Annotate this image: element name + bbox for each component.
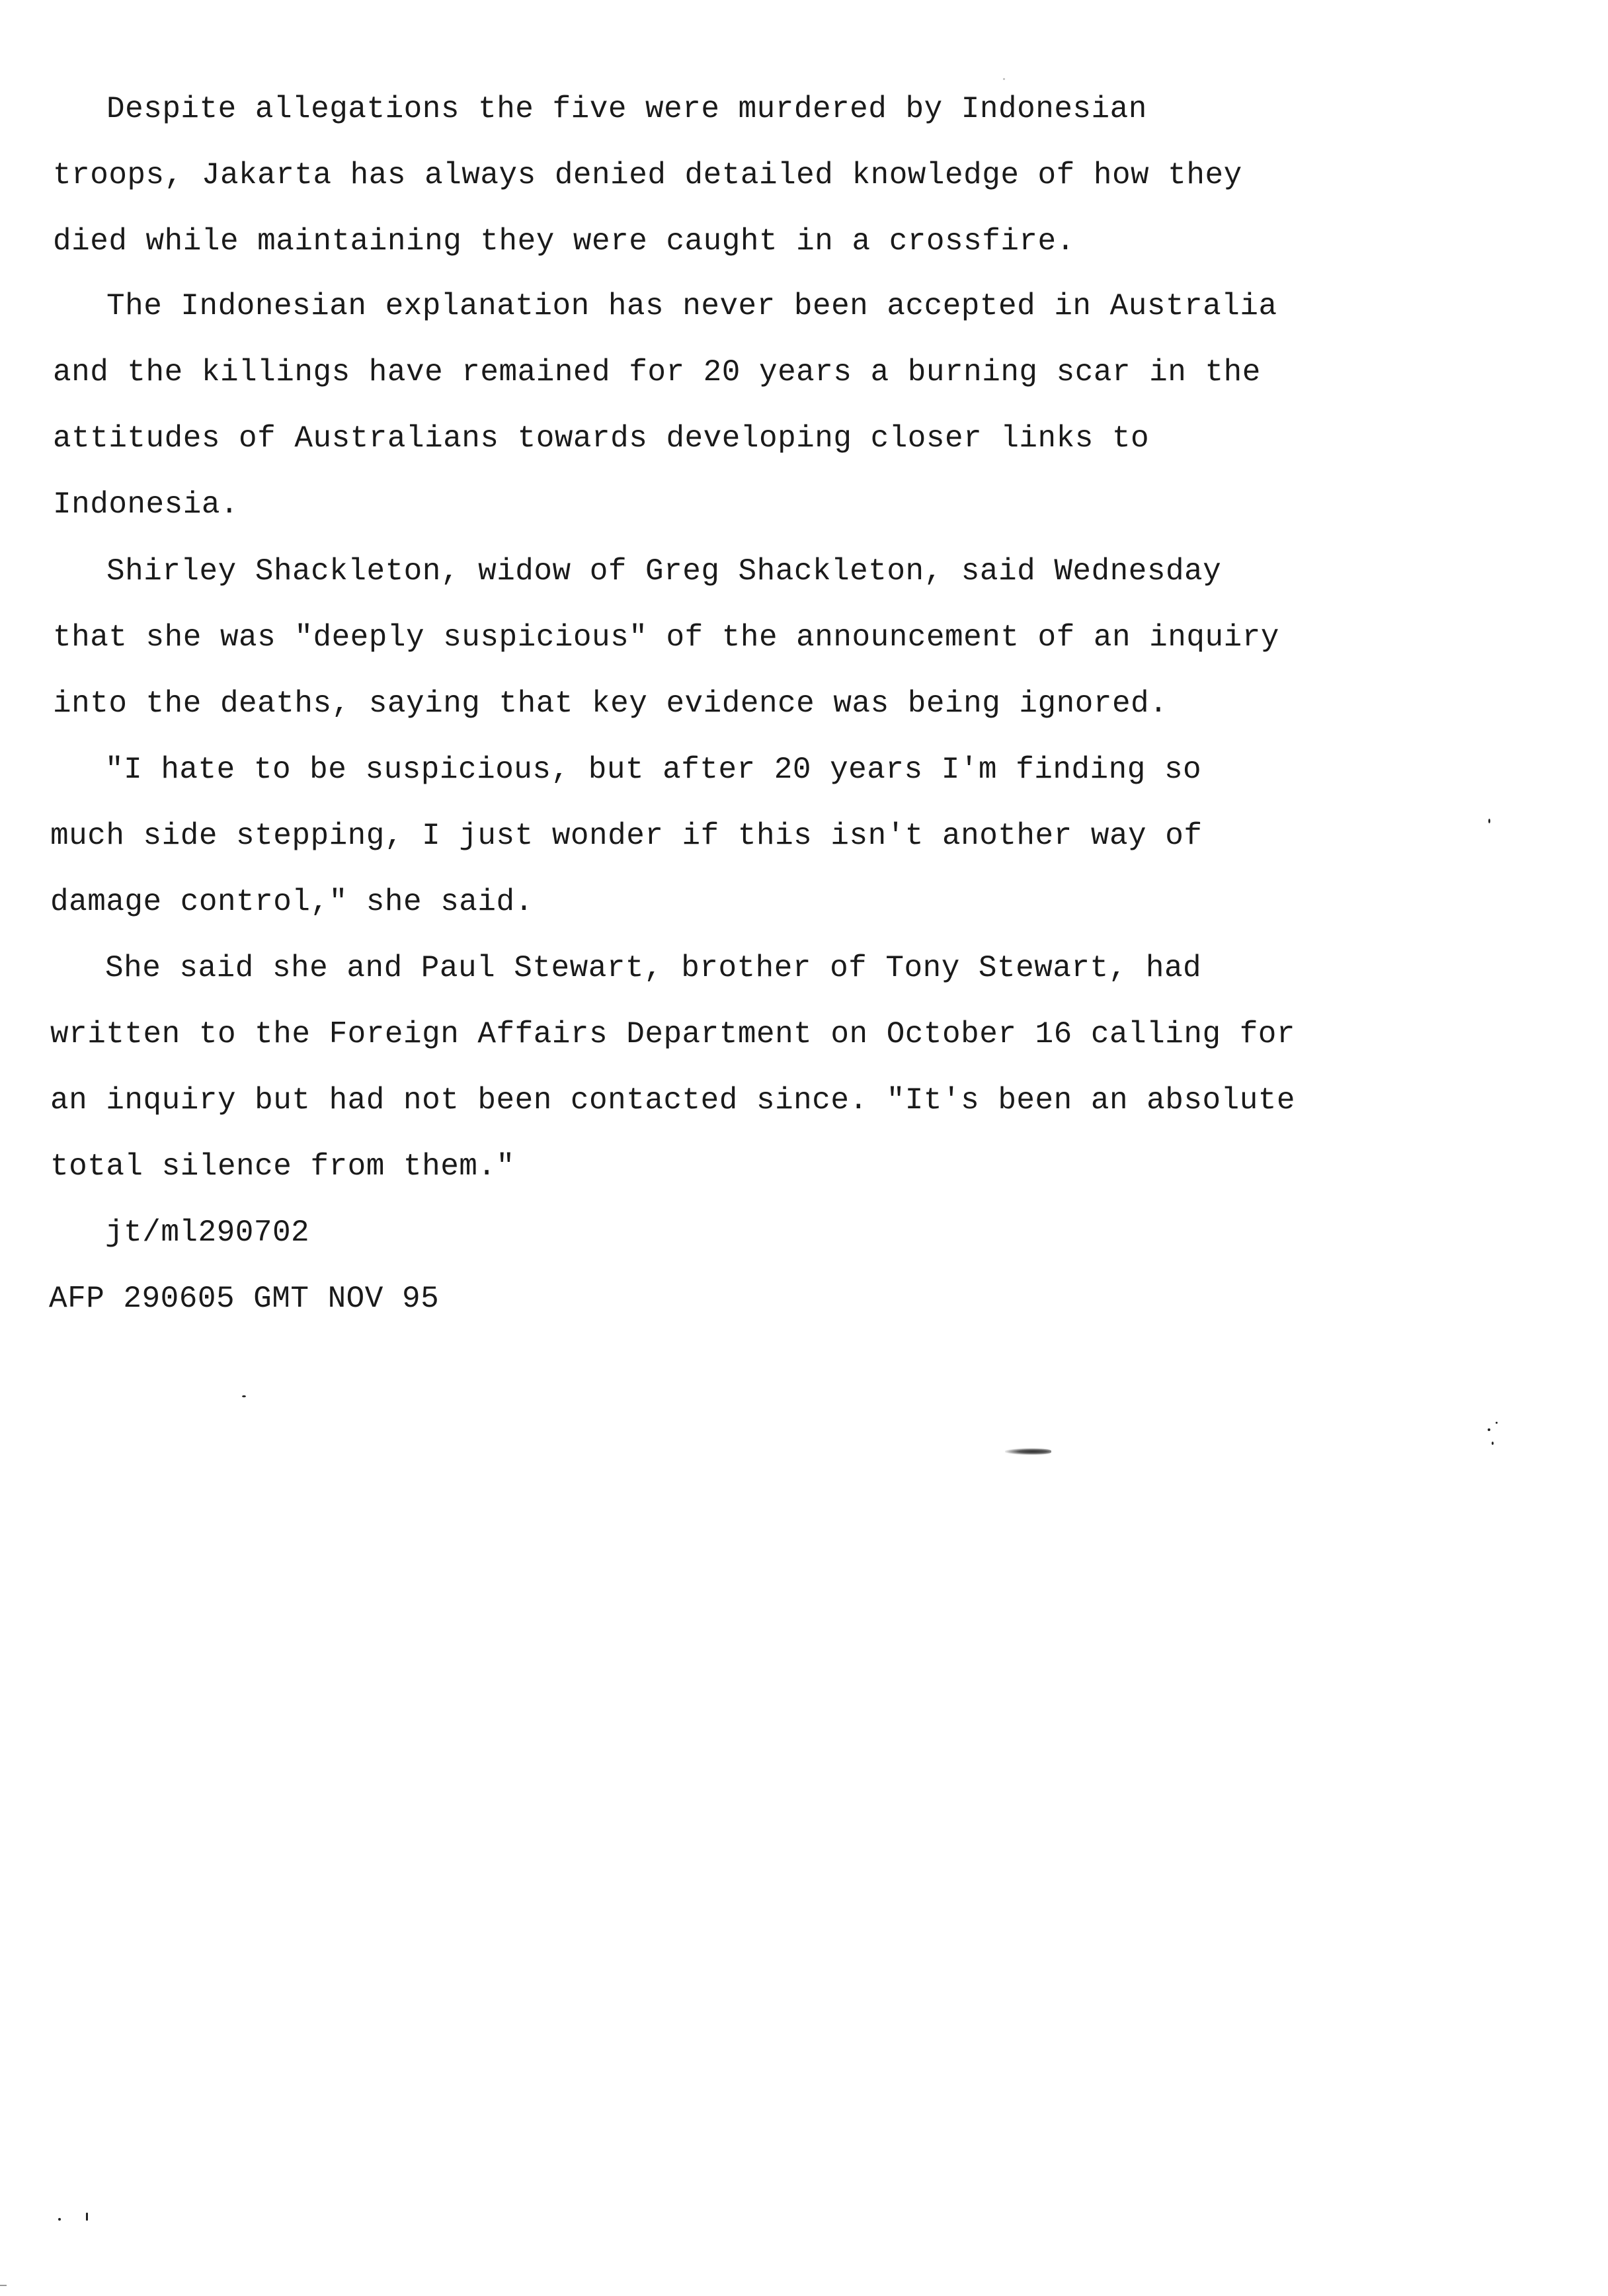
text-line: an inquiry but had not been contacted since. "It's been an absolute [50,1083,1296,1118]
text-line: much side stepping, I just wonder if this isn't another way of [50,819,1203,853]
text-line: She said she and Paul Stewart, brother of Tony Stewart, had [105,951,1202,985]
scan-smudge [1005,1448,1051,1455]
text-line: into the deaths, saying that key evidence was being ignored. [53,686,1168,721]
scan-speck [58,2218,61,2221]
text-line: died while maintaining they were caught in a crossfire. [53,224,1075,259]
dateline: AFP 290605 GMT NOV 95 [49,1282,440,1316]
text-line: damage control," she said. [50,885,534,919]
scan-speck [1003,78,1005,80]
scan-speck [1488,1428,1490,1431]
scan-speck [1488,819,1490,823]
text-line: that she was "deeply suspicious" of the announcement of an inquiry [53,620,1279,655]
text-line: Indonesia. [53,487,239,522]
text-line: and the killings have remained for 20 years a burning scar in the [53,355,1261,390]
text-line: The Indonesian explanation has never been accepted in Australia [106,289,1277,323]
slug-line: jt/ml290702 [105,1215,310,1250]
scan-speck [86,2213,88,2221]
text-line: Shirley Shackleton, widow of Greg Shackleton, said Wednesday [106,554,1222,589]
scan-speck [1496,1422,1498,1424]
text-line: Despite allegations the five were murdered by Indonesian [106,92,1147,126]
text-line: attitudes of Australians towards developing closer links to [53,421,1150,456]
scan-edge-mark [0,2285,7,2286]
scan-speck [242,1395,246,1397]
scan-speck [1492,1442,1494,1445]
text-line: "I hate to be suspicious, but after 20 years I'm finding so [105,753,1202,787]
text-line: total silence from them." [50,1149,515,1184]
text-line: troops, Jakarta has always denied detailed knowledge of how they [53,158,1242,192]
text-line: written to the Foreign Affairs Department on October 16 calling for [50,1017,1296,1051]
